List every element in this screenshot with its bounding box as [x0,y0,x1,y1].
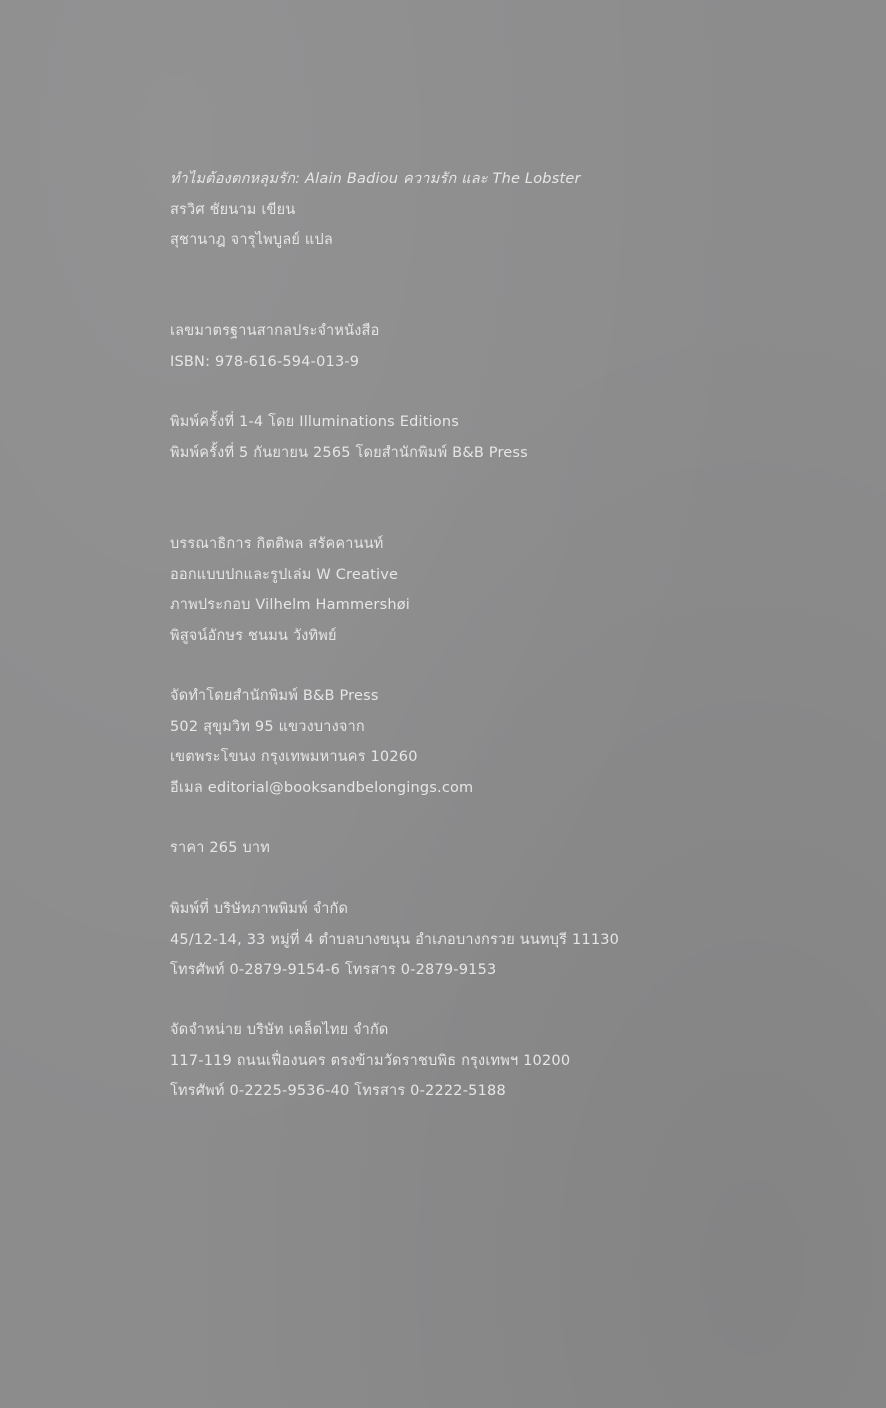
publisher-name: จัดทำโดยสำนักพิมพ์ B&B Press [170,688,379,704]
credits-block [170,529,850,651]
printer-address: 45/12-14, 33 หมู่ที่ 4 ตำบลบางขนุน อำเภอบางกรวย นนทบุรี 11130 [170,931,620,948]
edition-line-1: พิมพ์ครั้งที่ 1-4 โดย Illuminations Editions [170,414,460,430]
distributor-name: จัดจำหน่าย บริษัท เคล็ดไทย จำกัด [170,1022,389,1038]
editions-block [170,407,850,468]
publisher-block [170,681,850,803]
price-block [170,833,850,864]
publisher-address-2: เขตพระโขนง กรุงเทพมหานคร 10260 [170,749,418,765]
illustration-credit: ภาพประกอบ Vilhelm Hammershøi [170,597,411,613]
publisher-address-1: 502 สุขุมวิท 95 แขวงบางจาก [170,718,365,735]
distributor-address: 117-119 ถนนเฟื่องนคร ตรงข้ามวัดราชบพิธ กรุงเทพฯ 10200 [170,1052,571,1069]
editor-credit: บรรณาธิการ กิตติพล สรัคคานนท์ [170,536,384,552]
isbn-block [170,316,850,377]
publisher-email: อีเมล editorial@booksandbelongings.com [170,779,474,796]
book-title: ทำไมต้องตกหลุมรัก: Alain Badiou ความรัก และ The Lobster [170,171,581,187]
printer-block [170,894,850,986]
translator-credit: สุชานาฎ จารุไพบูลย์ แปล [170,232,333,248]
design-credit: ออกแบบปกและรูปเล่ม W Creative [170,566,399,583]
book-price: ราคา 265 บาท [170,840,270,856]
proofreader-credit: พิสูจน์อักษร ชนมน วังทิพย์ [170,627,337,644]
distributor-phone: โทรศัพท์ 0-2225-9536-40 โทรสาร 0-2222-5188 [170,1083,506,1099]
isbn-number: ISBN: 978-616-594-013-9 [170,353,360,370]
book-title-block [170,164,850,256]
edition-line-2: พิมพ์ครั้งที่ 5 กันยายน 2565 โดยสำนักพิมพ์ B&B Press [170,444,528,461]
isbn-label: เลขมาตรฐานสากลประจำหนังสือ [170,323,380,339]
distributor-block [170,1015,850,1107]
printer-name: พิมพ์ที่ บริษัทภาพพิมพ์ จำกัด [170,901,349,917]
author-credit: สรวิศ ชัยนาม เขียน [170,201,296,218]
printer-phone: โทรศัพท์ 0-2879-9154-6 โทรสาร 0-2879-9153 [170,962,497,978]
